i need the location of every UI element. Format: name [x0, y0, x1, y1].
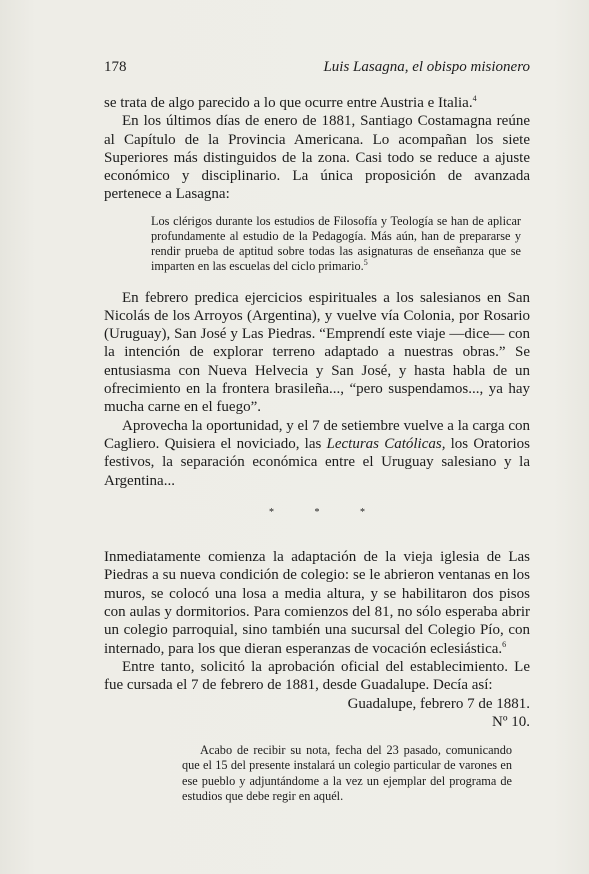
running-title: Luis Lasagna, el obispo misionero	[323, 59, 530, 75]
body-text	[104, 94, 530, 804]
page-number: 178	[104, 59, 127, 75]
footnote-ref: 6	[502, 639, 507, 649]
footnote-ref: 4	[472, 94, 477, 103]
letter-place-date: Guadalupe, febrero 7 de 1881.	[347, 695, 530, 712]
letter-quote: Acabo de recibir su nota, fecha del 23 pasado, comunicando que el 15 del presente instalará un colegio particular de varones en ese pueblo y adjuntándome a la vez un ejemplar del programa de estudios que debe regir en aquél.	[182, 743, 512, 803]
block-quote: Los clérigos durante los estudios de Filosofía y Teología se han de aplicar profundamente al estudio de la Pedagogía. Más aún, han de prepararse y rendir prueba de aptitud sobre todas las asignaturas de enseñanza que se imparten en las escuelas del ciclo primario.$^5$	[151, 213, 521, 274]
paragraph: En febrero predica ejercicios espirituales a los salesianos en San Nicolás de los Arroyos (Argentina), y vuelve vía Colonia, por Rosario (Uruguay), San José y Las Piedras. “Emprendí este viaje —dice— con la intención de explorar terreno adaptado a nuestras obras.” Se entusiasma con Nueva Helvecia y San José, y hasta habla de un ofrecimiento en la frontera brasileña..., “pero suspendamos..., ya hay mucha carne en el fuego”.	[104, 289, 530, 416]
section-separator: * * *	[269, 506, 365, 518]
italic-title: Lecturas Católicas,	[326, 435, 446, 452]
paragraph: Aprovecha la oportunidad, y el 7 de setiembre vuelve a la carga con Cagliero. Quisiera el noviciado, las Lecturas Católicas, los Oratorios festivos, la separación económica entre el Uruguay salesiano y la Argentina...	[104, 417, 530, 489]
footnote-ref: 5	[363, 258, 368, 268]
letter-number: Nº 10.	[492, 713, 530, 730]
paragraph: Inmediatamente comienza la adaptación de la vieja iglesia de Las Piedras a su nueva condición de colegio: se le abrieron ventanas en los muros, se colocó una losa a media altura, y se habilitaron dos pisos con aulas y dormitorios. Para comienzos del 81, no sólo esperaba abrir un colegio parroquial, sino también una sucursal del Colegio Pío, con internado, para los que dieran esperanzas de vocación eclesiástica.$^6$	[104, 549, 530, 657]
paragraph: se trata de algo parecido a lo que ocurre entre Austria e Italia.$^4$	[104, 94, 477, 111]
paragraph: Entre tanto, solicitó la aprobación oficial del establecimiento. Le fue cursada el 7 de febrero de 1881, desde Guadalupe. Decía así:	[104, 658, 530, 694]
paragraph: En los últimos días de enero de 1881, Santiago Costamagna reúne al Capítulo de la Provincia Americana. Lo acompañan los siete Superiores más distinguidos de la zona. Casi todo se reduce a ajuste económico y disciplinario. La única proposición de avanzada pertenece a Lasagna:	[104, 113, 530, 203]
